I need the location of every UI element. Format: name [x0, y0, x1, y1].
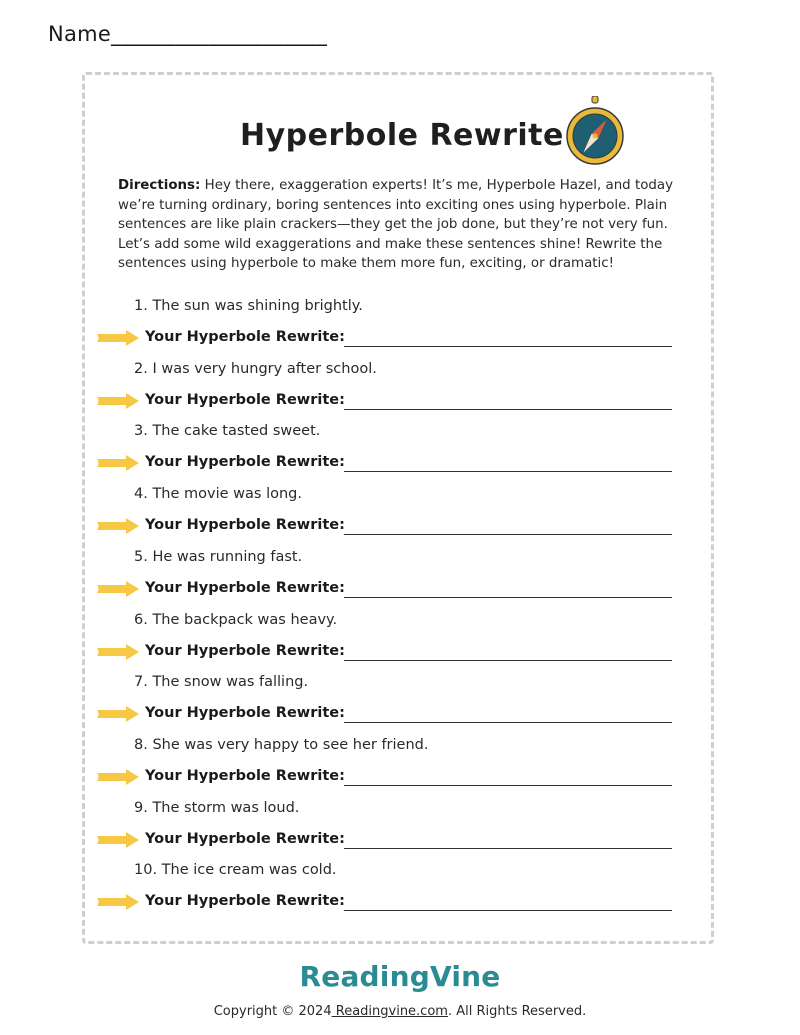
question-2: 2. I was very hungry after school.	[134, 360, 377, 377]
worksheet-title: Hyperbole Rewrite	[240, 118, 564, 153]
rewrite-answer-line[interactable]	[344, 597, 672, 598]
rewrite-answer-line[interactable]	[344, 409, 672, 410]
rewrite-label: Your Hyperbole Rewrite:	[145, 767, 345, 784]
arrow-right-icon	[96, 832, 140, 848]
question-9: 9. The storm was loud.	[134, 799, 300, 816]
question-7: 7. The snow was falling.	[134, 674, 309, 691]
rewrite-answer-line[interactable]	[344, 534, 672, 535]
rewrite-row-1	[96, 327, 676, 351]
rewrite-answer-line[interactable]	[344, 785, 672, 786]
rewrite-row-2	[96, 390, 676, 414]
rewrite-label: Your Hyperbole Rewrite:	[145, 830, 345, 847]
rewrite-row-6	[96, 641, 676, 665]
rewrite-row-8	[96, 766, 676, 790]
question-6: 6. The backpack was heavy.	[134, 611, 338, 628]
rewrite-row-9	[96, 829, 676, 853]
arrow-right-icon	[96, 581, 140, 597]
rewrite-row-4	[96, 515, 676, 539]
question-10: 10. The ice cream was cold.	[134, 862, 337, 879]
rewrite-row-10	[96, 891, 676, 915]
arrow-right-icon	[96, 706, 140, 722]
rewrite-label: Your Hyperbole Rewrite:	[145, 579, 345, 596]
rewrite-label: Your Hyperbole Rewrite:	[145, 391, 345, 408]
rewrite-answer-line[interactable]	[344, 722, 672, 723]
name-field-label: Name____________________	[48, 22, 328, 46]
rewrite-answer-line[interactable]	[344, 346, 672, 347]
compass-icon	[564, 96, 626, 166]
question-1: 1. The sun was shining brightly.	[134, 298, 363, 314]
arrow-right-icon	[96, 393, 140, 409]
directions-paragraph	[118, 176, 686, 274]
readingvine-logo: ReadingVine	[299, 960, 501, 993]
rewrite-answer-line[interactable]	[344, 471, 672, 472]
directions-text: Hey there, exaggeration experts! It’s me, Hyperbole Hazel, and today we’re turning ordinary, boring sentences into exciting ones using hyperbole. Plain sentences are like plain crackers—they get the job done, but they’re not very fun. Let’s add some wild exaggerations and make these sentences shine! Rewrite the sentences using hyperbole to make them more fun, exciting, or dramatic!	[118, 178, 674, 271]
copyright-prefix: Copyright © 2024	[213, 1004, 332, 1019]
rewrite-label: Your Hyperbole Rewrite:	[145, 329, 345, 345]
question-5: 5. He was running fast.	[134, 548, 303, 565]
arrow-right-icon	[96, 330, 140, 346]
arrow-right-icon	[96, 644, 140, 660]
question-8: 8. She was very happy to see her friend.	[134, 736, 429, 753]
arrow-right-icon	[96, 894, 140, 910]
rewrite-row-7	[96, 703, 676, 727]
rewrite-label: Your Hyperbole Rewrite:	[145, 705, 345, 722]
rewrite-row-3	[96, 452, 676, 476]
rewrite-answer-line[interactable]	[344, 848, 672, 849]
question-4: 4. The movie was long.	[134, 486, 302, 503]
copyright-notice	[0, 1004, 800, 1019]
arrow-right-icon	[96, 455, 140, 471]
rewrite-label: Your Hyperbole Rewrite:	[145, 517, 345, 534]
rewrite-row-5	[96, 578, 676, 602]
arrow-right-icon	[96, 769, 140, 785]
rewrite-label: Your Hyperbole Rewrite:	[145, 642, 345, 659]
question-3: 3. The cake tasted sweet.	[134, 423, 321, 440]
rewrite-label: Your Hyperbole Rewrite:	[145, 893, 345, 910]
arrow-right-icon	[96, 518, 140, 534]
rewrite-label: Your Hyperbole Rewrite:	[145, 454, 345, 471]
copyright-link[interactable]: Readingvine.com	[331, 1004, 448, 1019]
rewrite-answer-line[interactable]	[344, 910, 672, 911]
directions-label: Directions:	[118, 178, 201, 193]
rewrite-answer-line[interactable]	[344, 660, 672, 661]
copyright-suffix: . All Rights Reserved.	[447, 1004, 587, 1019]
